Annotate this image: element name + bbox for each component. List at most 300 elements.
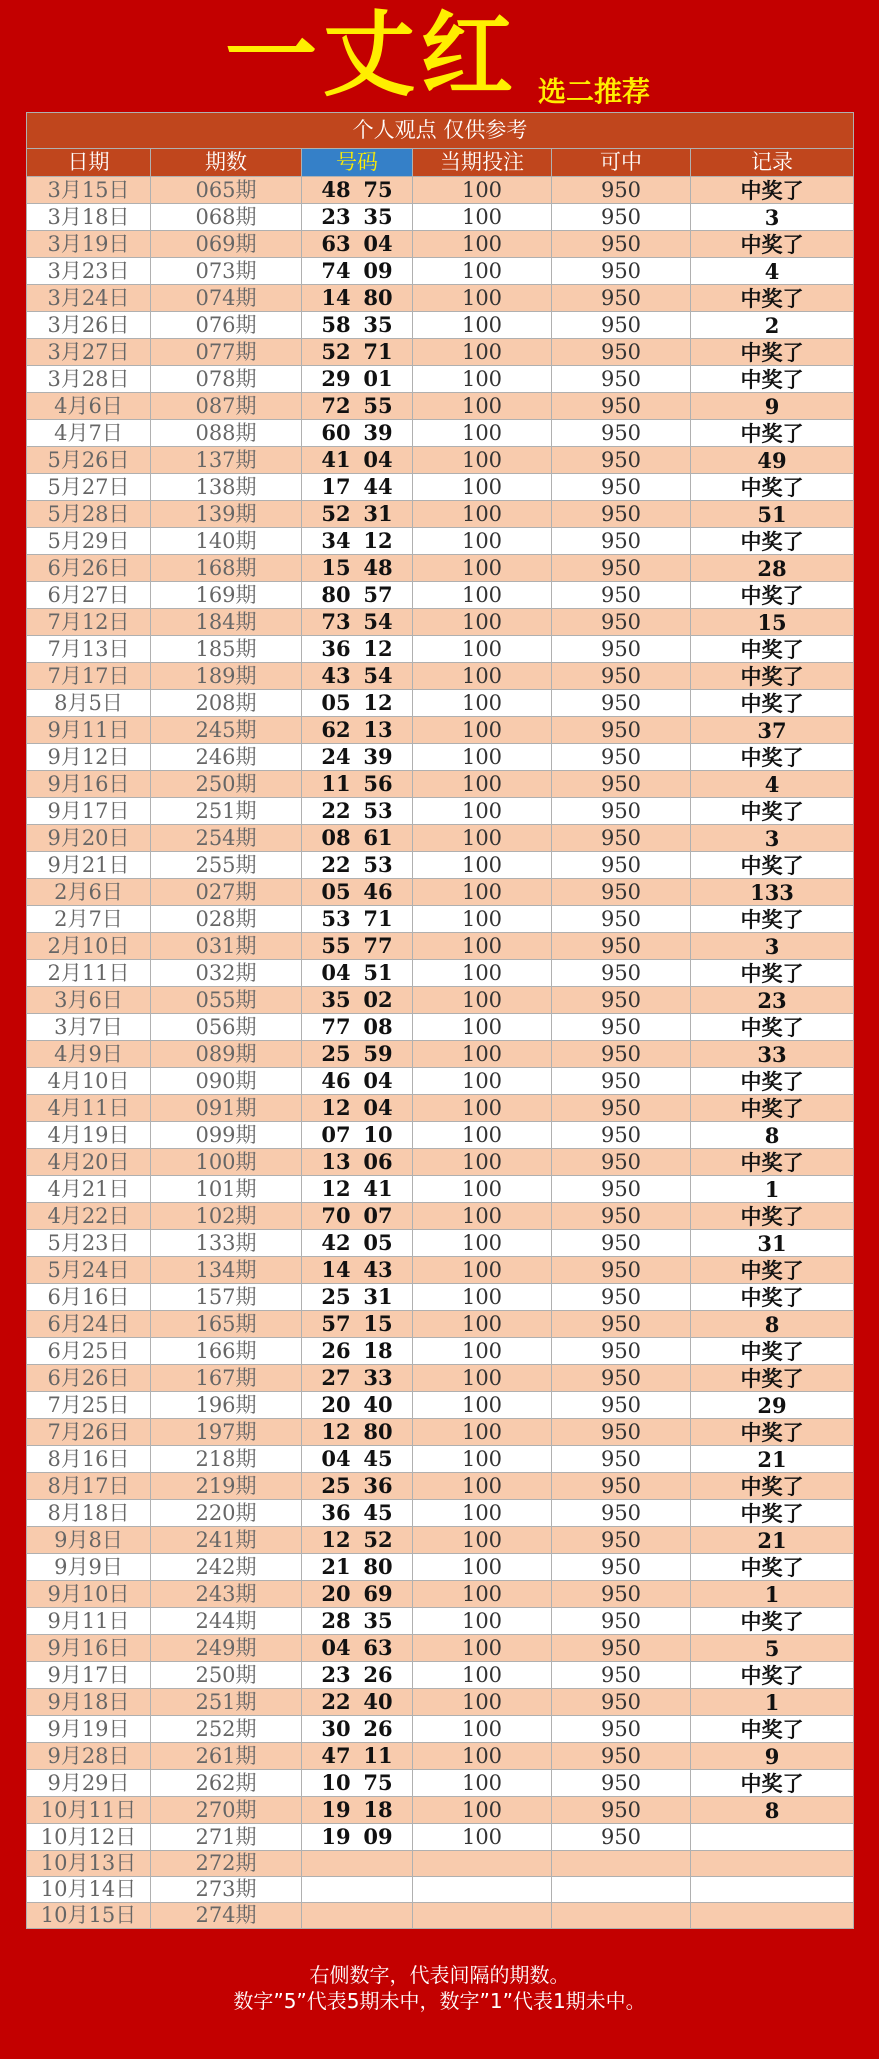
cell-date: 8月17日: [27, 1473, 151, 1500]
cell-payout: 950: [552, 447, 691, 474]
cell-payout: 950: [552, 177, 691, 204]
cell-payout: 950: [552, 1554, 691, 1581]
number-pick: 48: [321, 177, 351, 202]
table-row: [27, 1743, 854, 1770]
cell-stake: 100: [413, 1068, 552, 1095]
cell-stake: 100: [413, 312, 552, 339]
cell-numbers: [302, 771, 413, 798]
number-pick: 08: [321, 825, 351, 850]
cell-stake: 100: [413, 1284, 552, 1311]
number-pick: 24: [321, 744, 351, 769]
cell-numbers: [302, 1851, 413, 1877]
number-pick: 43: [363, 1257, 393, 1282]
cell-stake: 100: [413, 1554, 552, 1581]
cell-stake: [413, 1877, 552, 1903]
cell-date: 4月20日: [27, 1149, 151, 1176]
number-pick: 75: [363, 177, 393, 202]
cell-payout: 950: [552, 663, 691, 690]
cell-record: 中奖了: [691, 663, 854, 690]
number-pick: 55: [363, 393, 393, 418]
number-pick: 31: [363, 1284, 393, 1309]
cell-stake: 100: [413, 1689, 552, 1716]
cell-numbers: [302, 474, 413, 501]
cell-date: 10月14日: [27, 1877, 151, 1903]
cell-record: 29: [691, 1392, 854, 1419]
cell-stake: 100: [413, 1446, 552, 1473]
cell-record: 28: [691, 555, 854, 582]
cell-numbers: [302, 1041, 413, 1068]
number-pick: 36: [321, 1500, 351, 1525]
cell-issue: 271期: [151, 1824, 302, 1851]
cell-payout: 950: [552, 1041, 691, 1068]
cell-date: 9月18日: [27, 1689, 151, 1716]
cell-payout: 950: [552, 1770, 691, 1797]
cell-date: 9月21日: [27, 852, 151, 879]
cell-date: 3月23日: [27, 258, 151, 285]
cell-stake: 100: [413, 1770, 552, 1797]
cell-date: 7月12日: [27, 609, 151, 636]
number-pick: 23: [321, 1662, 351, 1687]
footer-line-2: 数字”5”代表5期未中，数字”1”代表1期未中。: [233, 1989, 646, 2013]
number-pick: 80: [363, 1419, 393, 1444]
cell-numbers: [302, 663, 413, 690]
cell-numbers: [302, 717, 413, 744]
cell-record: 中奖了: [691, 1338, 854, 1365]
cell-payout: 950: [552, 1419, 691, 1446]
cell-date: 4月19日: [27, 1122, 151, 1149]
number-pick: 07: [321, 1122, 351, 1147]
number-pick: 80: [321, 582, 351, 607]
number-pick: 20: [321, 1581, 351, 1606]
cell-date: 2月6日: [27, 879, 151, 906]
table-row: [27, 717, 854, 744]
column-header-record: 记录: [691, 149, 854, 177]
cell-date: 9月11日: [27, 1608, 151, 1635]
number-pick: 12: [363, 636, 393, 661]
cell-payout: 950: [552, 1635, 691, 1662]
table-row: [27, 825, 854, 852]
cell-numbers: [302, 1743, 413, 1770]
cell-date: 6月25日: [27, 1338, 151, 1365]
cell-payout: 950: [552, 1122, 691, 1149]
number-pick: 53: [363, 798, 393, 823]
table-row: [27, 987, 854, 1014]
cell-issue: 165期: [151, 1311, 302, 1338]
cell-date: 9月9日: [27, 1554, 151, 1581]
cell-numbers: [302, 960, 413, 987]
cell-issue: 241期: [151, 1527, 302, 1554]
number-pick: 57: [363, 582, 393, 607]
number-pick: 05: [321, 879, 351, 904]
table-row: [27, 1797, 854, 1824]
cell-stake: 100: [413, 960, 552, 987]
table-row: [27, 285, 854, 312]
cell-numbers: [302, 1473, 413, 1500]
cell-stake: 100: [413, 744, 552, 771]
cell-date: 9月16日: [27, 1635, 151, 1662]
cell-issue: 169期: [151, 582, 302, 609]
cell-record: 49: [691, 447, 854, 474]
cell-issue: 274期: [151, 1903, 302, 1929]
number-pick: 18: [363, 1338, 393, 1363]
cell-issue: 262期: [151, 1770, 302, 1797]
cell-numbers: [302, 1014, 413, 1041]
table-row: [27, 744, 854, 771]
table-row: [27, 177, 854, 204]
number-pick: 47: [321, 1743, 351, 1768]
cell-payout: 950: [552, 312, 691, 339]
cell-payout: [552, 1903, 691, 1929]
cell-numbers: [302, 1797, 413, 1824]
cell-issue: 166期: [151, 1338, 302, 1365]
cell-date: 5月26日: [27, 447, 151, 474]
cell-issue: 270期: [151, 1797, 302, 1824]
cell-issue: 138期: [151, 474, 302, 501]
table-row: [27, 528, 854, 555]
cell-payout: 950: [552, 1662, 691, 1689]
cell-record: 中奖了: [691, 474, 854, 501]
table-row: [27, 1014, 854, 1041]
cell-numbers: [302, 1149, 413, 1176]
cell-numbers: [302, 339, 413, 366]
cell-issue: 090期: [151, 1068, 302, 1095]
cell-date: 3月18日: [27, 204, 151, 231]
cell-record: 中奖了: [691, 798, 854, 825]
cell-stake: 100: [413, 339, 552, 366]
cell-numbers: [302, 744, 413, 771]
table-row: [27, 1284, 854, 1311]
cell-date: 7月26日: [27, 1419, 151, 1446]
cell-record: 中奖了: [691, 906, 854, 933]
number-pick: 12: [321, 1095, 351, 1120]
cell-numbers: [302, 258, 413, 285]
cell-date: 2月10日: [27, 933, 151, 960]
cell-numbers: [302, 1122, 413, 1149]
cell-numbers: [302, 798, 413, 825]
cell-date: 8月16日: [27, 1446, 151, 1473]
cell-payout: 950: [552, 852, 691, 879]
cell-numbers: [302, 1284, 413, 1311]
cell-record: [691, 1851, 854, 1877]
cell-record: 中奖了: [691, 1014, 854, 1041]
cell-stake: 100: [413, 1662, 552, 1689]
number-pick: 08: [363, 1014, 393, 1039]
number-pick: 75: [363, 1770, 393, 1795]
cell-numbers: [302, 933, 413, 960]
cell-date: 6月26日: [27, 1365, 151, 1392]
cell-payout: 950: [552, 879, 691, 906]
table-row: [27, 1581, 854, 1608]
cell-issue: 100期: [151, 1149, 302, 1176]
records-table: [26, 112, 854, 1929]
cell-payout: 950: [552, 1527, 691, 1554]
number-pick: 52: [321, 501, 351, 526]
cell-numbers: [302, 1446, 413, 1473]
cell-date: 5月28日: [27, 501, 151, 528]
cell-date: 2月7日: [27, 906, 151, 933]
cell-issue: 068期: [151, 204, 302, 231]
number-pick: 31: [363, 501, 393, 526]
cell-payout: 950: [552, 501, 691, 528]
table-row: [27, 933, 854, 960]
cell-payout: 950: [552, 1365, 691, 1392]
number-pick: 22: [321, 798, 351, 823]
table-banner: 个人观点 仅供参考: [27, 113, 854, 149]
cell-issue: 219期: [151, 1473, 302, 1500]
cell-numbers: [302, 582, 413, 609]
number-pick: 58: [321, 312, 351, 337]
table-row: [27, 393, 854, 420]
cell-issue: 077期: [151, 339, 302, 366]
table-row: [27, 258, 854, 285]
cell-date: 9月8日: [27, 1527, 151, 1554]
cell-stake: 100: [413, 231, 552, 258]
cell-record: 中奖了: [691, 1554, 854, 1581]
cell-payout: 950: [552, 1149, 691, 1176]
number-pick: 25: [321, 1284, 351, 1309]
cell-payout: 950: [552, 798, 691, 825]
cell-issue: 167期: [151, 1365, 302, 1392]
cell-issue: 251期: [151, 1689, 302, 1716]
cell-stake: 100: [413, 690, 552, 717]
number-pick: 04: [321, 1446, 351, 1471]
cell-payout: 950: [552, 258, 691, 285]
cell-date: 4月9日: [27, 1041, 151, 1068]
cell-record: 中奖了: [691, 339, 854, 366]
number-pick: 04: [363, 231, 393, 256]
cell-issue: 243期: [151, 1581, 302, 1608]
number-pick: 46: [363, 879, 393, 904]
cell-date: 3月26日: [27, 312, 151, 339]
table-row: [27, 1446, 854, 1473]
cell-issue: 069期: [151, 231, 302, 258]
cell-date: 9月29日: [27, 1770, 151, 1797]
table-row: [27, 1554, 854, 1581]
cell-stake: 100: [413, 420, 552, 447]
cell-numbers: [302, 555, 413, 582]
cell-date: 9月16日: [27, 771, 151, 798]
number-pick: 12: [363, 690, 393, 715]
cell-issue: 089期: [151, 1041, 302, 1068]
table-row: [27, 1689, 854, 1716]
cell-record: 15: [691, 609, 854, 636]
table-row: [27, 636, 854, 663]
cell-record: 5: [691, 1635, 854, 1662]
cell-record: 中奖了: [691, 528, 854, 555]
cell-record: 中奖了: [691, 1716, 854, 1743]
table-row: [27, 1338, 854, 1365]
table-row: [27, 1662, 854, 1689]
cell-numbers: [302, 231, 413, 258]
cell-issue: 157期: [151, 1284, 302, 1311]
cell-stake: 100: [413, 447, 552, 474]
cell-record: 中奖了: [691, 1257, 854, 1284]
cell-stake: 100: [413, 1797, 552, 1824]
number-pick: 11: [363, 1743, 393, 1768]
cell-stake: 100: [413, 1041, 552, 1068]
cell-issue: 220期: [151, 1500, 302, 1527]
cell-numbers: [302, 1392, 413, 1419]
table-row: [27, 1770, 854, 1797]
cell-payout: 950: [552, 1284, 691, 1311]
cell-date: 4月6日: [27, 393, 151, 420]
number-pick: 43: [321, 663, 351, 688]
cell-stake: 100: [413, 258, 552, 285]
cell-numbers: [302, 1257, 413, 1284]
table-row: [27, 1903, 854, 1929]
cell-issue: 254期: [151, 825, 302, 852]
table-row: [27, 420, 854, 447]
number-pick: 35: [321, 987, 351, 1012]
cell-record: 1: [691, 1581, 854, 1608]
cell-record: 51: [691, 501, 854, 528]
number-pick: 63: [363, 1635, 393, 1660]
number-pick: 21: [321, 1554, 351, 1579]
cell-record: 中奖了: [691, 1284, 854, 1311]
cell-issue: 244期: [151, 1608, 302, 1635]
cell-issue: 078期: [151, 366, 302, 393]
cell-stake: 100: [413, 1338, 552, 1365]
cell-record: 中奖了: [691, 1419, 854, 1446]
cell-issue: 218期: [151, 1446, 302, 1473]
cell-payout: 950: [552, 1014, 691, 1041]
cell-record: 中奖了: [691, 1068, 854, 1095]
cell-stake: 100: [413, 177, 552, 204]
number-pick: 11: [321, 771, 351, 796]
cell-date: 4月22日: [27, 1203, 151, 1230]
cell-record: 8: [691, 1797, 854, 1824]
cell-payout: 950: [552, 960, 691, 987]
cell-date: 3月7日: [27, 1014, 151, 1041]
cell-stake: 100: [413, 1176, 552, 1203]
cell-numbers: [302, 1068, 413, 1095]
table-row: [27, 1176, 854, 1203]
table-row: [27, 1311, 854, 1338]
table-row: [27, 1095, 854, 1122]
cell-issue: 250期: [151, 771, 302, 798]
cell-numbers: [302, 177, 413, 204]
table-row: [27, 582, 854, 609]
cell-payout: 950: [552, 1446, 691, 1473]
number-pick: 44: [363, 474, 393, 499]
cell-stake: 100: [413, 1257, 552, 1284]
table-row: [27, 1608, 854, 1635]
cell-date: 5月27日: [27, 474, 151, 501]
cell-record: 中奖了: [691, 231, 854, 258]
table-row: [27, 771, 854, 798]
cell-record: 8: [691, 1122, 854, 1149]
cell-payout: 950: [552, 1095, 691, 1122]
cell-stake: 100: [413, 474, 552, 501]
page-title: 一丈红: [225, 2, 520, 109]
cell-record: 中奖了: [691, 420, 854, 447]
cell-record: 中奖了: [691, 1473, 854, 1500]
number-pick: 45: [363, 1500, 393, 1525]
cell-record: 中奖了: [691, 636, 854, 663]
cell-record: [691, 1824, 854, 1851]
cell-date: 3月28日: [27, 366, 151, 393]
cell-stake: 100: [413, 717, 552, 744]
number-pick: 26: [363, 1662, 393, 1687]
cell-issue: 249期: [151, 1635, 302, 1662]
table-row: [27, 1419, 854, 1446]
cell-payout: [552, 1877, 691, 1903]
number-pick: 10: [363, 1122, 393, 1147]
cell-numbers: [302, 879, 413, 906]
cell-date: 5月24日: [27, 1257, 151, 1284]
number-pick: 29: [321, 366, 351, 391]
cell-numbers: [302, 1877, 413, 1903]
cell-numbers: [302, 690, 413, 717]
cell-payout: 950: [552, 906, 691, 933]
table-row: [27, 1824, 854, 1851]
cell-date: 9月12日: [27, 744, 151, 771]
cell-payout: 950: [552, 1230, 691, 1257]
cell-numbers: [302, 1095, 413, 1122]
cell-stake: 100: [413, 1095, 552, 1122]
cell-payout: 950: [552, 1257, 691, 1284]
cell-issue: 140期: [151, 528, 302, 555]
cell-stake: 100: [413, 663, 552, 690]
number-pick: 54: [363, 609, 393, 634]
cell-stake: 100: [413, 825, 552, 852]
cell-stake: 100: [413, 1419, 552, 1446]
cell-numbers: [302, 393, 413, 420]
number-pick: 77: [363, 933, 393, 958]
number-pick: 05: [363, 1230, 393, 1255]
cell-numbers: [302, 420, 413, 447]
number-pick: 35: [363, 204, 393, 229]
header: [0, 0, 879, 112]
table-row: [27, 1392, 854, 1419]
cell-numbers: [302, 1770, 413, 1797]
cell-record: 1: [691, 1689, 854, 1716]
cell-record: 133: [691, 879, 854, 906]
number-pick: 36: [363, 1473, 393, 1498]
cell-record: 8: [691, 1311, 854, 1338]
number-pick: 04: [321, 1635, 351, 1660]
cell-stake: 100: [413, 1500, 552, 1527]
cell-issue: 246期: [151, 744, 302, 771]
number-pick: 18: [363, 1797, 393, 1822]
cell-date: 9月17日: [27, 1662, 151, 1689]
cell-stake: 100: [413, 1149, 552, 1176]
number-pick: 27: [321, 1365, 351, 1390]
cell-date: 9月10日: [27, 1581, 151, 1608]
cell-numbers: [302, 312, 413, 339]
cell-date: 3月6日: [27, 987, 151, 1014]
cell-numbers: [302, 1365, 413, 1392]
cell-stake: 100: [413, 1743, 552, 1770]
cell-issue: 139期: [151, 501, 302, 528]
cell-date: 3月27日: [27, 339, 151, 366]
cell-numbers: [302, 1419, 413, 1446]
table-row: [27, 1365, 854, 1392]
cell-stake: 100: [413, 636, 552, 663]
cell-numbers: [302, 609, 413, 636]
column-header-payout: 可中: [552, 149, 691, 177]
cell-payout: 950: [552, 609, 691, 636]
cell-record: 中奖了: [691, 285, 854, 312]
cell-numbers: [302, 1608, 413, 1635]
cell-date: 8月18日: [27, 1500, 151, 1527]
cell-numbers: [302, 1662, 413, 1689]
number-pick: 30: [321, 1716, 351, 1741]
number-pick: 06: [363, 1149, 393, 1174]
cell-stake: 100: [413, 879, 552, 906]
cell-payout: 950: [552, 1716, 691, 1743]
cell-stake: 100: [413, 1581, 552, 1608]
